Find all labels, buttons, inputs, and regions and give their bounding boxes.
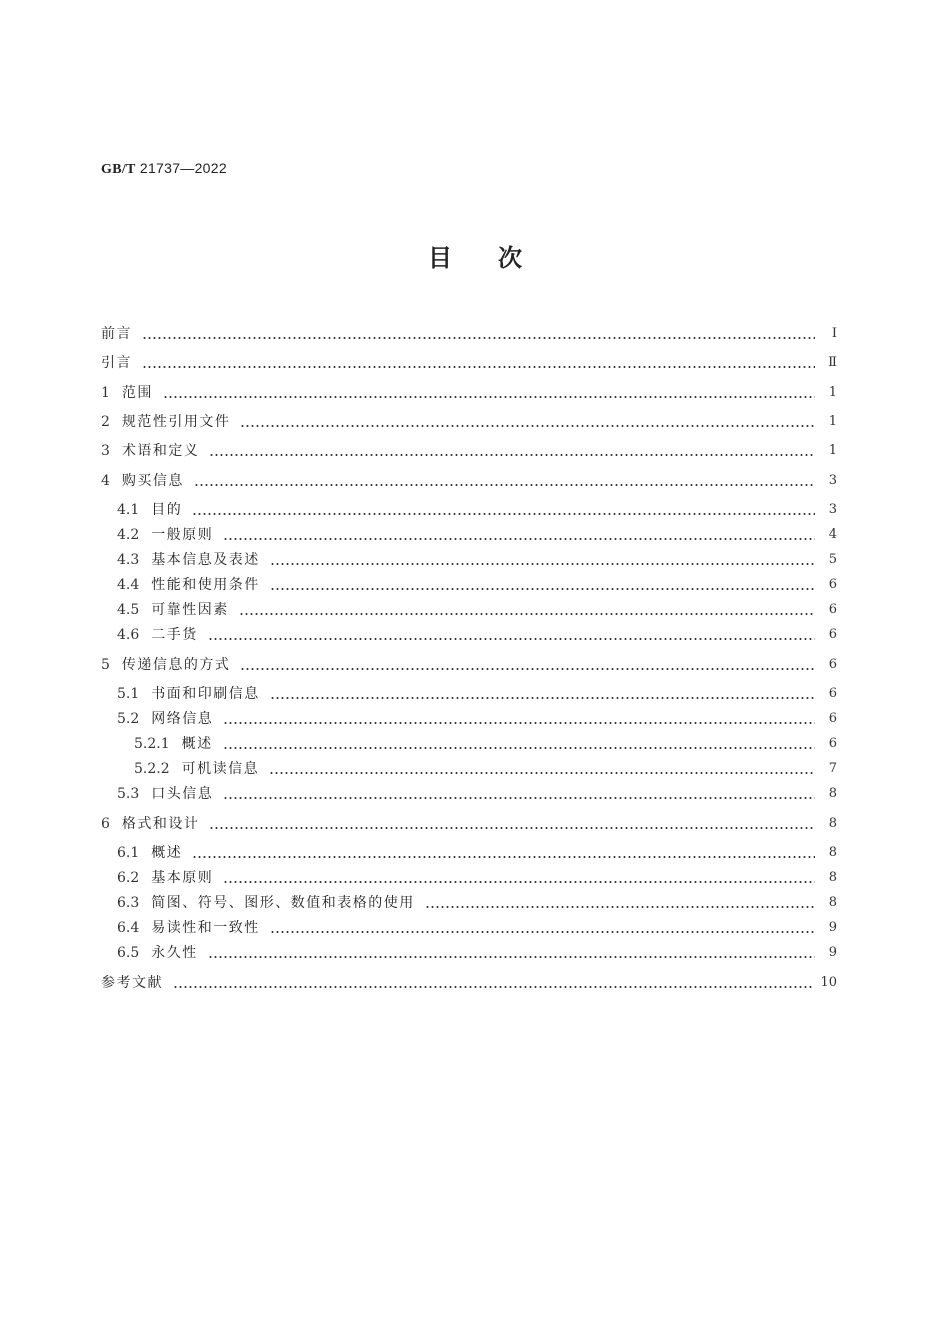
dot-leader [209,454,815,456]
toc-entry-number: 5 [101,657,110,673]
toc-entry-label: 一般原则 [151,527,214,543]
toc-entry[interactable] [101,350,837,372]
toc-entry-page-number: 8 [828,786,837,801]
toc-entry-page-number: 8 [828,816,837,831]
dot-leader [425,906,815,908]
toc-entry-page-number: 6 [828,627,837,642]
standard-number: 21737—2022 [139,160,227,176]
standard-prefix: GB/T [101,162,136,177]
toc-entry-label: 简图、符号、图形、数值和表格的使用 [151,895,415,911]
toc-entry[interactable] [101,409,837,431]
toc-entry-label: 格式和设计 [121,816,200,832]
toc-entry[interactable] [117,781,837,803]
toc-entry-number: 5.1 [117,686,140,702]
toc-entry-label: 目的 [151,502,183,518]
toc-entry-number: 4.5 [117,602,140,618]
dot-leader [142,337,815,339]
toc-entry[interactable] [101,811,837,833]
toc-entry-page-number: 6 [828,711,837,726]
toc-entry-number: 6.5 [117,945,140,961]
toc-entry-page-number: 6 [828,602,837,617]
dot-leader [270,588,815,590]
toc-entry-label: 口头信息 [151,786,214,802]
toc-entry[interactable] [117,622,837,644]
toc-entry-label: 基本信息及表述 [151,552,260,568]
toc-entry[interactable] [101,438,837,460]
toc-entry-label: 参考文献 [101,975,163,991]
toc-entry-page-number: 9 [828,920,837,935]
dot-leader [240,668,815,670]
dot-leader [223,722,815,724]
dot-leader [239,613,815,615]
toc-entry-number: 4 [101,473,110,489]
standard-header [101,160,227,178]
toc-entry-label: 书面和印刷信息 [151,686,260,702]
toc-entry-page-number: 6 [828,657,837,672]
toc-entry[interactable] [134,756,837,778]
toc-entry[interactable] [101,321,837,343]
dot-leader [142,366,815,368]
toc-entry-page-number: 4 [828,527,837,542]
dot-leader [163,396,815,398]
toc-entry-number: 2 [101,414,110,430]
toc-entry[interactable] [117,681,837,703]
dot-leader [223,538,815,540]
toc-entry[interactable] [117,940,837,962]
toc-entry-page-number: 1 [828,385,837,400]
dot-leader [223,747,815,749]
toc-entry-page-number: 6 [828,686,837,701]
dot-leader [270,931,815,933]
toc-entry-page-number: 1 [828,443,837,458]
toc-entry-number: 3 [101,443,110,459]
toc-entry[interactable] [117,865,837,887]
toc-entry-page-number: 3 [828,473,837,488]
toc-entry[interactable] [134,731,837,753]
toc-entry-page-number: 8 [828,870,837,885]
toc-entry-page-number: 6 [828,577,837,592]
dot-leader [192,513,815,515]
dot-leader [208,956,815,958]
dot-leader [192,856,815,858]
dot-leader [270,697,815,699]
toc-entry-label: 可靠性因素 [151,602,229,618]
toc-entry-label: 性能和使用条件 [151,577,260,593]
toc-entry-label: 永久性 [151,945,198,961]
toc-entry-label: 术语和定义 [121,443,200,459]
toc-entry-page-number: 9 [828,945,837,960]
toc-entry-page-number: 7 [828,761,837,776]
toc-entry[interactable] [101,970,837,992]
toc-entry[interactable] [101,380,837,402]
toc-entry[interactable] [117,547,837,569]
toc-entry-label: 传递信息的方式 [121,657,231,673]
toc-entry[interactable] [117,890,837,912]
toc-entry-number: 5.2.1 [134,736,170,752]
toc-entry[interactable] [117,572,837,594]
toc-entry-label: 易读性和一致性 [151,920,260,936]
dot-leader [269,772,815,774]
toc-entry-number: 4.1 [117,502,140,518]
toc-entry-number: 5.2.2 [134,761,170,777]
toc-entry[interactable] [117,497,837,519]
toc-entry-number: 4.2 [117,527,140,543]
toc-entry[interactable] [117,840,837,862]
toc-entry-page-number: 5 [828,552,837,567]
dot-leader [223,881,815,883]
toc-entry-label: 二手货 [151,627,198,643]
toc-entry-number: 4.6 [117,627,140,643]
toc-entry-page-number: Ⅱ [828,355,837,370]
toc-entry-label: 范围 [121,385,153,401]
toc-entry-number: 4.4 [117,577,140,593]
toc-entry-page-number: 8 [828,845,837,860]
toc-entry-page-number: 1 [828,414,837,429]
toc-entry-page-number: 8 [828,895,837,910]
toc-entry-label: 前言 [101,326,132,342]
toc-entry-label: 购买信息 [121,473,184,489]
toc-entry-label: 规范性引用文件 [121,414,231,430]
toc-entry-page-number: 6 [828,736,837,751]
toc-entry[interactable] [101,468,837,490]
toc-entry-number: 6.4 [117,920,140,936]
dot-leader [209,827,815,829]
toc-entry-page-number: 3 [828,502,837,517]
page-title: 目次 [428,244,568,272]
dot-leader [270,563,815,565]
toc-entry-number: 4.3 [117,552,140,568]
toc-entry-label: 概述 [151,845,183,861]
toc-entry-page-number: Ⅰ [831,326,837,341]
toc-entry-label: 网络信息 [151,711,214,727]
toc-entry-page-number: 10 [820,975,837,990]
toc-entry-label: 可机读信息 [181,761,260,777]
toc-entry-number: 1 [101,385,110,401]
toc-entry-number: 5.2 [117,711,140,727]
toc-entry-number: 6.3 [117,895,140,911]
dot-leader [194,484,815,486]
toc-entry-number: 5.3 [117,786,140,802]
dot-leader [173,986,812,988]
toc-entry-label: 引言 [101,355,132,371]
toc-entry[interactable] [117,915,837,937]
toc-entry[interactable] [101,652,837,674]
toc-entry-number: 6.1 [117,845,140,861]
toc-entry-label: 基本原则 [151,870,214,886]
toc-entry[interactable] [117,522,837,544]
dot-leader [208,638,815,640]
toc-entry-number: 6 [101,816,110,832]
dot-leader [223,797,815,799]
toc-entry[interactable] [117,597,837,619]
toc-entry-label: 概述 [181,736,213,752]
toc-entry[interactable] [117,706,837,728]
dot-leader [240,425,815,427]
toc-entry-number: 6.2 [117,870,140,886]
